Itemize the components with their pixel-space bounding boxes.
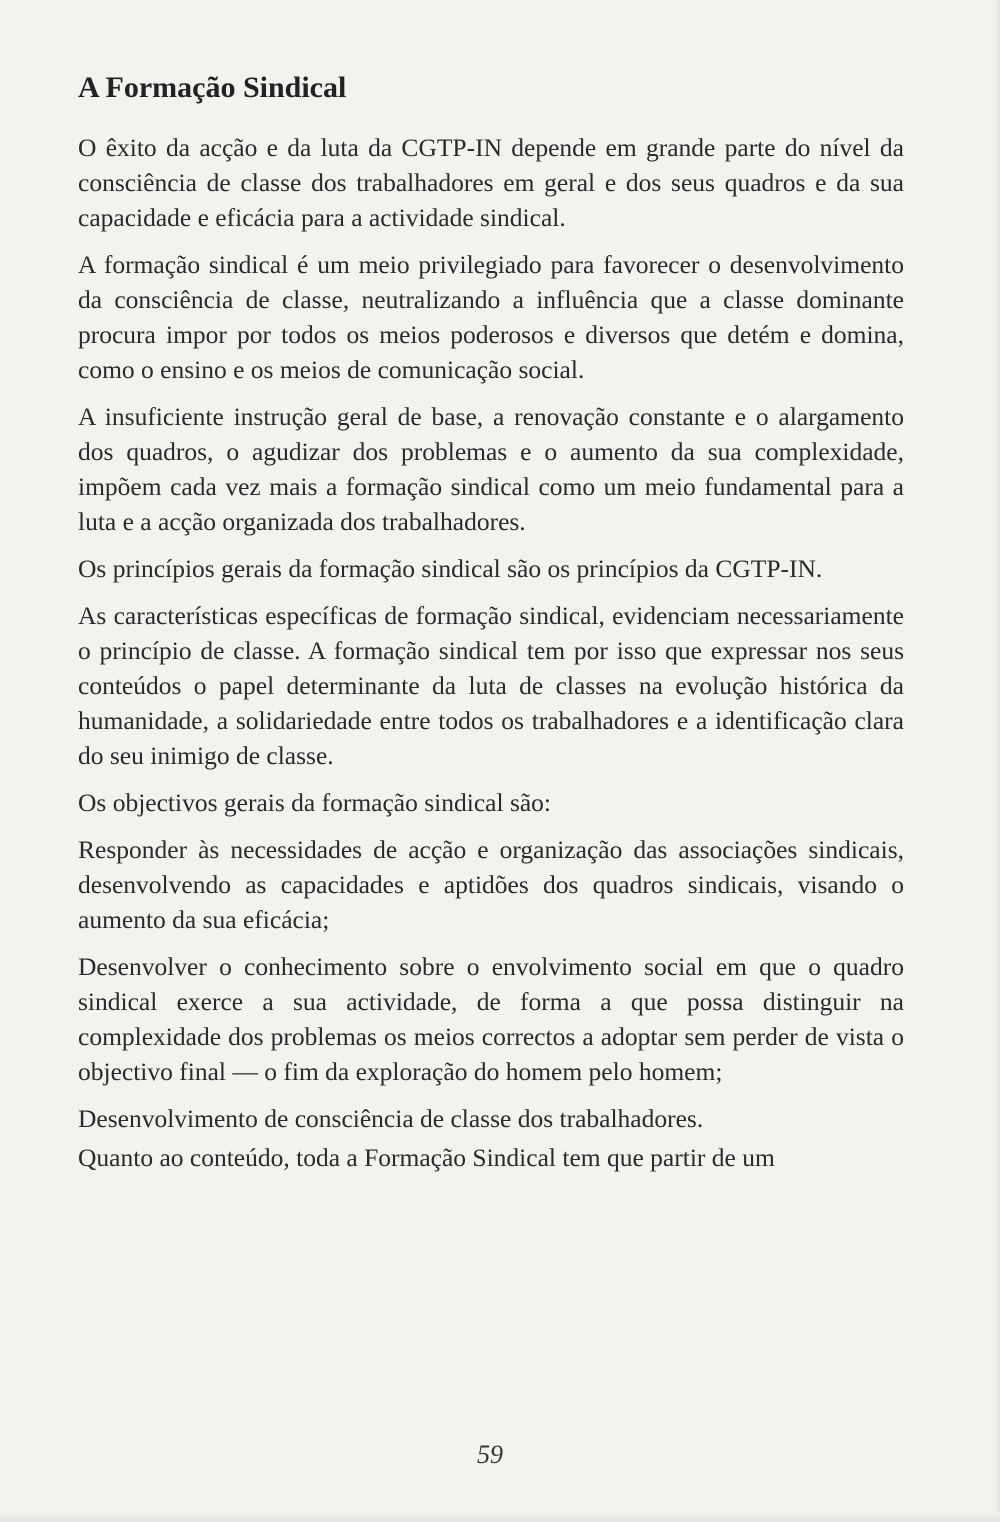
paragraph: A insuficiente instrução geral de base, a renovação constante e o alargamento dos quadros, o agudizar dos problemas e o aumento da sua complexidade, impõem cada vez mais a formação sindical como um meio fundamental para a luta e a acção organizada dos trabalhadores. [78, 402, 904, 536]
paragraph: A formação sindical é um meio privilegiado para favorecer o desenvolvimento da consciência de classe, neutralizando a influência que a classe dominante procura impor por todos os meios poderosos e diversos que detém e domina, como o ensino e os meios de comunicação social. [78, 250, 904, 384]
page-number: 59 [477, 1440, 503, 1469]
paragraph: Quanto ao conteúdo, toda a Formação Sindical tem que partir de um [78, 1143, 775, 1172]
paragraph: Responder às necessidades de acção e organização das associações sindicais, desenvolvendo as capacidades e aptidões dos quadros sindicais, visando o aumento da sua eficácia; [78, 835, 904, 934]
page-edge-shadow [994, 0, 1000, 1522]
page-content [78, 68, 904, 1187]
paragraph: Desenvolver o conhecimento sobre o envolvimento social em que o quadro sindical exerce a sua actividade, de forma a que possa distinguir na complexidade dos problemas os meios correctos a adoptar sem perder de vista o objectivo final — o fim da exploração do homem pelo homem; [78, 952, 904, 1086]
paragraph: As características específicas de formação sindical, evidenciam necessariamente o princípio de classe. A formação sindical tem por isso que expressar nos seus conteúdos o papel determinante da luta de classes na evolução histórica da humanidade, a solidariedade entre todos os trabalhadores e a identificação clara do seu inimigo de classe. [78, 601, 904, 770]
page-bottom-edge [0, 1512, 1000, 1522]
paragraph: Os princípios gerais da formação sindical são os princípios da CGTP-IN. [78, 554, 823, 583]
paragraph: Os objectivos gerais da formação sindical são: [78, 788, 552, 817]
section-title: A Formação Sindical [78, 71, 347, 104]
paragraph: Desenvolvimento de consciência de classe dos trabalhadores. [78, 1104, 704, 1133]
paragraph: O êxito da acção e da luta da CGTP-IN depende em grande parte do nível da consciência de classe dos trabalhadores em geral e dos seus quadros e da sua capacidade e eficácia para a actividade sindical. [78, 133, 904, 232]
